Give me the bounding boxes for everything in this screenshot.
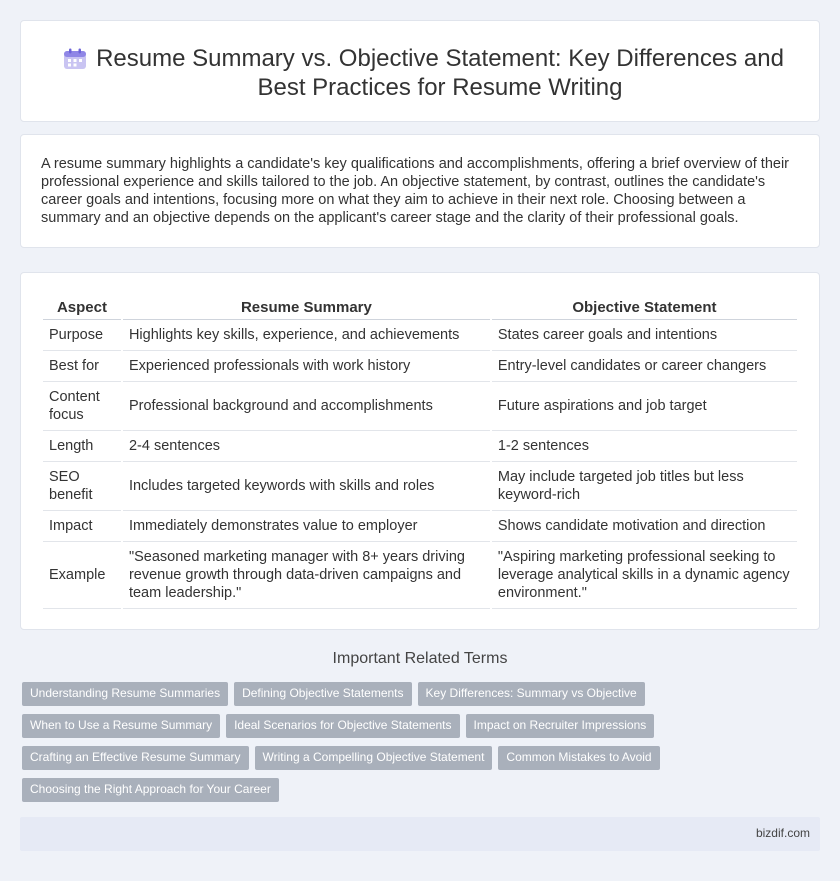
related-term-tag[interactable]: When to Use a Resume Summary bbox=[22, 714, 220, 738]
table-cell: May include targeted job titles but less keyword-rich bbox=[492, 462, 797, 511]
table-cell: Highlights key skills, experience, and achievements bbox=[123, 320, 490, 351]
related-term-tag[interactable]: Impact on Recruiter Impressions bbox=[466, 714, 655, 738]
header-card bbox=[20, 20, 820, 122]
related-term-tag[interactable]: Choosing the Right Approach for Your Career bbox=[22, 778, 279, 802]
page-title: Resume Summary vs. Objective Statement: Key Differences and Best Practices for Resume Writing bbox=[96, 45, 784, 101]
related-term-tag[interactable]: Ideal Scenarios for Objective Statements bbox=[226, 714, 459, 738]
table-cell: Content focus bbox=[43, 382, 121, 431]
table-cell: States career goals and intentions bbox=[492, 320, 797, 351]
table-cell: Experienced professionals with work history bbox=[123, 351, 490, 382]
table-row bbox=[43, 351, 797, 382]
table-cell: 2-4 sentences bbox=[123, 431, 490, 462]
related-terms-title: Important Related Terms bbox=[332, 650, 508, 667]
table-row bbox=[43, 511, 797, 542]
table-cell: Purpose bbox=[43, 320, 121, 351]
column-header: Resume Summary bbox=[123, 295, 490, 320]
intro-paragraph: A resume summary highlights a candidate's key qualifications and accomplishments, offering a brief overview of their professional experience and skills tailored to the job. An objective statement, by contrast, outlines the candidate's career goals and intentions, focusing more on what they aim to achieve in their next role. Choosing between a summary and an objective depends on the applicant's career stage and the clarity of their professional goals. bbox=[41, 156, 790, 226]
related-term-tag[interactable]: Defining Objective Statements bbox=[234, 682, 411, 706]
table-cell: "Aspiring marketing professional seeking to leverage analytical skills in a dynamic agency environment." bbox=[492, 542, 797, 609]
table-cell: Professional background and accomplishments bbox=[123, 382, 490, 431]
column-header: Aspect bbox=[43, 295, 121, 320]
table-row bbox=[43, 382, 797, 431]
column-header: Objective Statement bbox=[492, 295, 797, 320]
related-terms-list bbox=[22, 682, 802, 802]
table-cell: 1-2 sentences bbox=[492, 431, 797, 462]
related-term-tag[interactable]: Understanding Resume Summaries bbox=[22, 682, 228, 706]
related-term-tag[interactable]: Common Mistakes to Avoid bbox=[498, 746, 659, 770]
table-row bbox=[43, 542, 797, 609]
related-term-tag[interactable]: Writing a Compelling Objective Statement bbox=[255, 746, 493, 770]
related-term-tag[interactable]: Key Differences: Summary vs Objective bbox=[418, 682, 645, 706]
table-cell: Best for bbox=[43, 351, 121, 382]
table-header-row bbox=[43, 295, 797, 320]
table-cell: Immediately demonstrates value to employer bbox=[123, 511, 490, 542]
table-cell: Impact bbox=[43, 511, 121, 542]
comparison-table bbox=[41, 295, 799, 609]
table-cell: SEO benefit bbox=[43, 462, 121, 511]
footer-site-link[interactable]: bizdif.com bbox=[755, 826, 810, 840]
table-cell: Shows candidate motivation and direction bbox=[492, 511, 797, 542]
table-cell: Example bbox=[43, 542, 121, 609]
table-cell: Entry-level candidates or career changers bbox=[492, 351, 797, 382]
footer bbox=[20, 817, 820, 851]
intro-card bbox=[20, 134, 820, 248]
table-row bbox=[43, 320, 797, 351]
table-row bbox=[43, 431, 797, 462]
comparison-table-card bbox=[20, 272, 820, 630]
table-row bbox=[43, 462, 797, 511]
table-cell: "Seasoned marketing manager with 8+ years driving revenue growth through data-driven campaigns and team leadership." bbox=[123, 542, 490, 609]
table-cell: Future aspirations and job target bbox=[492, 382, 797, 431]
table-cell: Length bbox=[43, 431, 121, 462]
table-cell: Includes targeted keywords with skills and roles bbox=[123, 462, 490, 511]
related-term-tag[interactable]: Crafting an Effective Resume Summary bbox=[22, 746, 249, 770]
